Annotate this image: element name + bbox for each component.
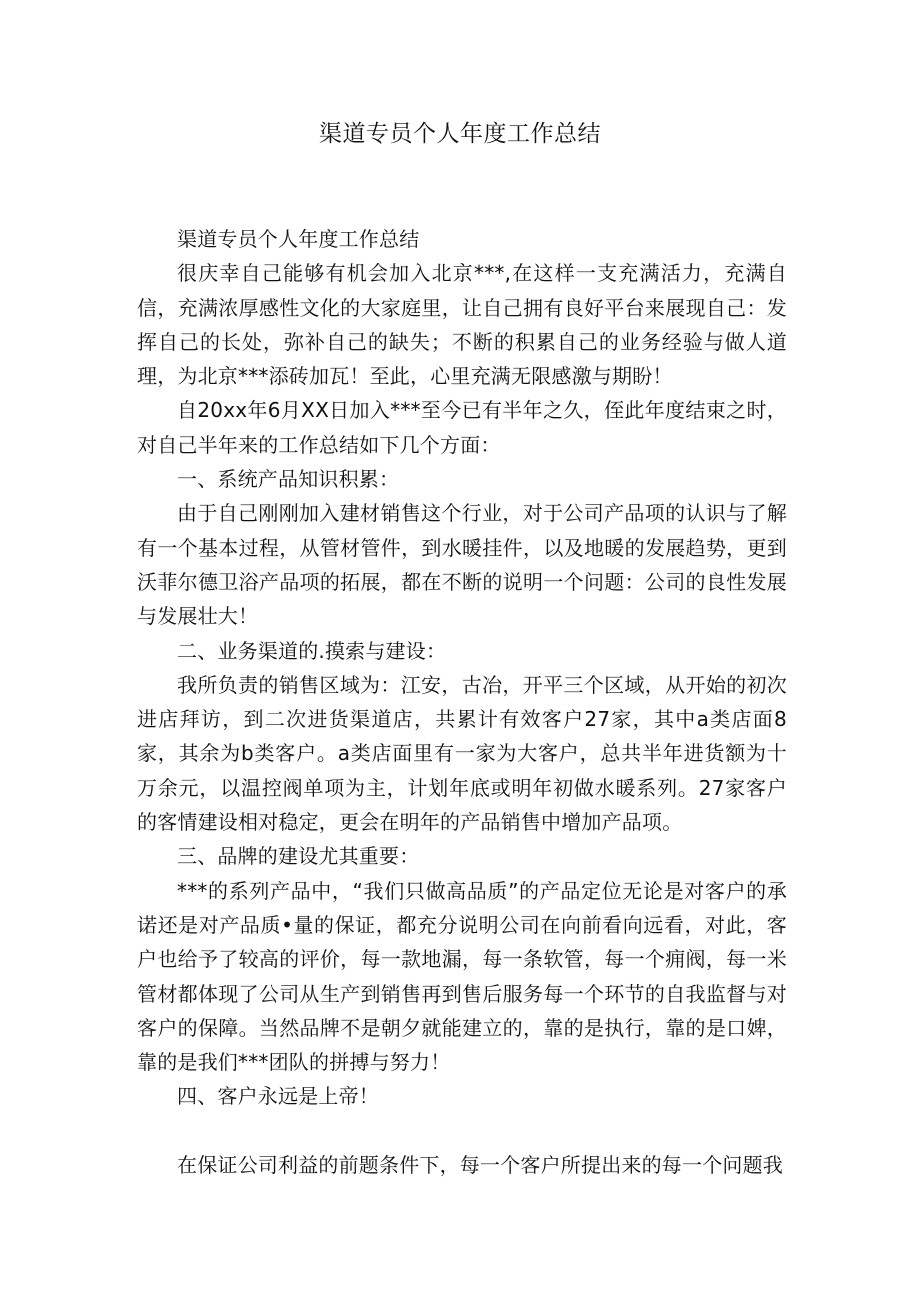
paragraph-section-4: 在保证公司利益的前题条件下，每一个客户所提出来的每一个问题我 bbox=[177, 1152, 783, 1177]
section-heading-3: 三、品牌的建设尤其重要： bbox=[177, 844, 420, 869]
paragraph-section-3: ***的系列产品中，“我们只做高品质”的产品定位无论是对客户的承诺还是对产品质•量的保证，都充分说明公司在向前看向远看，对此，客户也给予了较高的评价，每一款地漏，每一条软管，每一个痈阀，每一米管材都体现了公司从生产到销售再到售后服务每一个环节的自我监督与对客户的保障。当然品牌不是朝夕就能建立的，靠的是执行，靠的是口婢，靠的是我们***团队的拼搏与努力！ bbox=[137, 878, 787, 1075]
paragraph-section-2: 我所负责的销售区域为：江安，古冶，开平三个区域，从开始的初次进店拜访，到二次进货渠道店，共累计有效客户27家，其中a类店面8家，其余为b类客户。a类店面里有一家为大客户，总共半年进货额为十万余元，以温控阀单项为主，计划年底或明年初做水暖系列。27家客户的客情建设相对稳定，更会在明年的产品销售中增加产品项。 bbox=[137, 672, 787, 835]
paragraph-intro: 很庆幸自己能够有机会加入北京***,在这样一支充满活力，充满自信，充满浓厚感性文化的大家庭里，让自己拥有良好平台来展现自己：发挥自己的长处，弥补自己的缺失；不断的积累自己的业务经验与做人道理，为北京***添砖加瓦！至此，心里充满无限感激与期盼！ bbox=[137, 261, 787, 389]
section-heading-1: 一、系统产品知识积累： bbox=[177, 467, 400, 492]
document-title: 渠道专员个人年度工作总结 bbox=[319, 121, 601, 147]
paragraph-section-1: 由于自己刚刚加入建材销售这个行业，对于公司产品项的认识与了解有一个基本过程，从管材管件，到水暖挂件，以及地暖的发展趋势，更到沃菲尔德卫浴产品项的拓展，都在不断的说明一个问题：公司的良性发展与发展壮大！ bbox=[137, 501, 787, 629]
paragraph-subtitle: 渠道专员个人年度工作总结 bbox=[177, 227, 420, 251]
document-body bbox=[137, 222, 787, 1182]
section-heading-2: 二、业务渠道的.摸索与建设： bbox=[177, 638, 447, 663]
section-heading-4: 四、客户永远是上帝！ bbox=[177, 1084, 379, 1109]
paragraph-summary-lead: 自20xx年6月XX日加入***至今已有半年之久，侄此年度结束之时，对自己半年来的工作总结如下几个方面： bbox=[137, 398, 787, 457]
